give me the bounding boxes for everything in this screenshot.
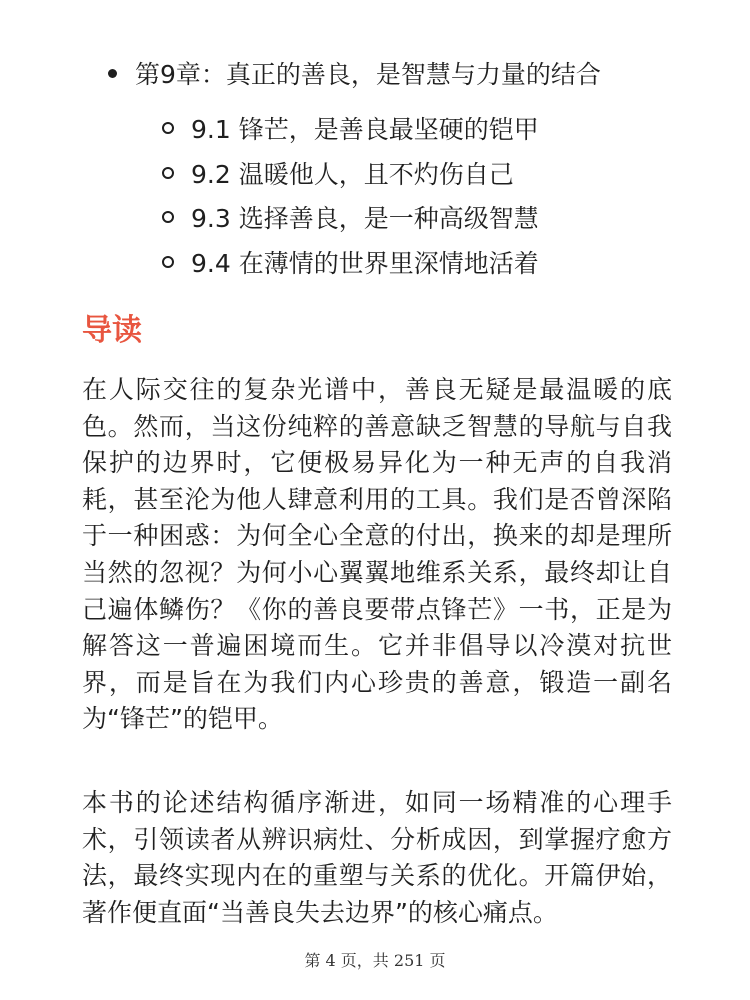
toc-section-title: 9.4 在薄情的世界里深情地活着 xyxy=(191,248,539,278)
toc-section-list xyxy=(108,106,728,284)
body-paragraph: 在人际交往的复杂光谱中，善良无疑是最温暖的底色。然而，当这份纯粹的善意缺乏智慧的导航与自我保护的边界时，它便极易异化为一种无声的自我消耗，甚至沦为他人肆意利用的工具。我们是否曾深陷于一种困惑：为何全心全意的付出，换来的却是理所当然的忽视？为何小心翼翼地维系关系，最终却让自己遍体鳞伤？《你的善良要带点锋芒》一书，正是为解答这一普遍困境而生。它并非倡导以冷漠对抗世界，而是旨在为我们内心珍贵的善意，锻造一副名为“锋芒”的铠甲。 xyxy=(82,375,672,734)
toc-section-item xyxy=(162,106,728,151)
filled-bullet-icon xyxy=(108,69,117,78)
toc-section-title: 9.1 锋芒，是善良最坚硬的铠甲 xyxy=(191,115,539,145)
toc-chapter-title: 第9章：真正的善良，是智慧与力量的结合 xyxy=(135,60,601,89)
reading-guide-heading: 导读 xyxy=(82,313,142,348)
body-paragraph: 本书的论述结构循序渐进，如同一场精准的心理手术，引领读者从辨识病灶、分析成因，到掌握疗愈方法，最终实现内在的重塑与关系的优化。开篇伊始，著作便直面“当善良失去边界”的核心痛点。 xyxy=(82,788,672,927)
toc-section-title: 9.2 温暖他人，且不灼伤自己 xyxy=(191,159,514,189)
hollow-bullet-icon xyxy=(162,211,174,223)
toc-section-item xyxy=(162,151,728,196)
toc-section-item xyxy=(162,195,728,240)
hollow-bullet-icon xyxy=(162,256,174,268)
toc-section-title: 9.3 选择善良，是一种高级智慧 xyxy=(191,204,539,234)
toc-chapter-item xyxy=(108,50,728,96)
table-of-contents xyxy=(108,50,728,284)
toc-section-item xyxy=(162,240,728,285)
page-number-footer: 第 4 页，共 251 页 xyxy=(304,951,446,970)
hollow-bullet-icon xyxy=(162,122,174,134)
hollow-bullet-icon xyxy=(162,167,174,179)
